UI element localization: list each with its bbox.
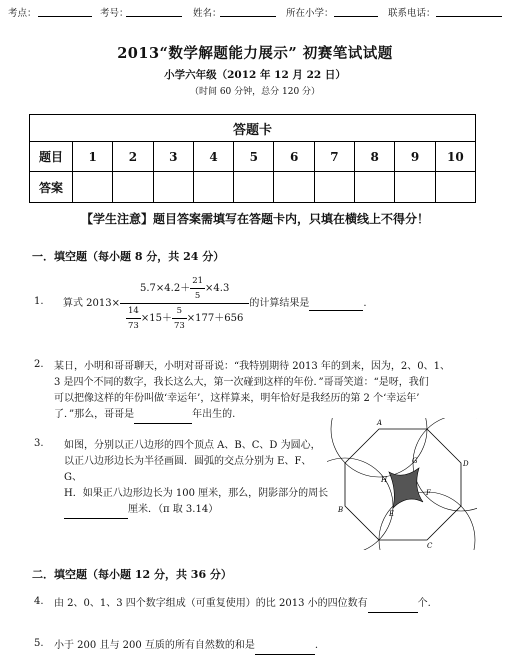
answer-cell[interactable] bbox=[395, 172, 435, 203]
exam-site-label: 考点： bbox=[8, 8, 37, 19]
q1-main-fraction bbox=[120, 274, 249, 333]
answer-card-title: 答题卡 bbox=[30, 115, 476, 142]
q4-body: 由 2、0、1、3 四个数字组成（可重复使用）的比 2013 小的四位数有 bbox=[54, 598, 368, 609]
question-number: 9 bbox=[395, 142, 435, 172]
label-a: A bbox=[377, 419, 383, 427]
q5-text bbox=[54, 638, 494, 655]
label-d: D bbox=[463, 460, 469, 468]
q1-answer-blank[interactable] bbox=[309, 296, 363, 311]
answer-cell[interactable] bbox=[274, 172, 314, 203]
label-c: C bbox=[427, 542, 433, 550]
q1-numerator-part: ×4.3 bbox=[205, 283, 230, 294]
label-e: E bbox=[389, 510, 395, 518]
label-g: G bbox=[412, 457, 418, 465]
q1-f3-den: 73 bbox=[173, 321, 185, 331]
q1-numerator-part: 5.7×4.2＋ bbox=[140, 283, 191, 294]
answer-cell[interactable] bbox=[234, 172, 274, 203]
exam-no-label: 考号： bbox=[100, 8, 129, 19]
q2-line4-post: 年出生的. bbox=[192, 409, 236, 420]
answer-cell[interactable] bbox=[193, 172, 233, 203]
q1-f1-num: 21 bbox=[190, 274, 205, 289]
question-number: 4 bbox=[193, 142, 233, 172]
q2-line4-pre: 了．”那么，哥哥是 bbox=[54, 409, 135, 420]
school-field[interactable] bbox=[334, 16, 378, 17]
q5-number: 5. bbox=[34, 638, 44, 649]
q2-line: 可以把像这样的年份叫做‘幸运年’，这样算来，明年恰好是我经历的第 2 个‘幸运年’ bbox=[54, 393, 420, 404]
q4-answer-blank[interactable] bbox=[368, 596, 418, 613]
answer-cell[interactable] bbox=[113, 172, 153, 203]
q1-fraction-21-5 bbox=[190, 274, 205, 303]
name-label: 姓名： bbox=[193, 8, 222, 19]
q1-fraction-5-73 bbox=[172, 304, 187, 333]
question-number-row bbox=[30, 142, 476, 172]
question-number: 7 bbox=[314, 142, 354, 172]
q3-answer-blank[interactable] bbox=[64, 502, 128, 519]
circle-b bbox=[327, 458, 393, 550]
exam-no-field[interactable] bbox=[126, 16, 182, 17]
question-number: 10 bbox=[435, 142, 475, 172]
q4-end: 个. bbox=[417, 598, 431, 609]
q3-line bbox=[64, 502, 329, 519]
q5-end: . bbox=[314, 640, 319, 651]
q1-fraction-14-73 bbox=[126, 304, 141, 333]
q4-number: 4. bbox=[34, 596, 44, 607]
candidate-info-header bbox=[8, 5, 502, 19]
answer-cell[interactable] bbox=[73, 172, 113, 203]
phone-field[interactable] bbox=[436, 16, 502, 17]
name-field[interactable] bbox=[220, 16, 276, 17]
phone-label: 联系电话： bbox=[388, 8, 436, 19]
question-number: 6 bbox=[274, 142, 314, 172]
q2-number: 2. bbox=[34, 359, 44, 370]
answer-cell[interactable] bbox=[314, 172, 354, 203]
q1-prefix: 算式 2013× bbox=[63, 297, 121, 309]
q1-number: 1. bbox=[34, 296, 44, 307]
q3-line: 以正八边形边长为半径画圆．圆弧的交点分别为 E、F、G、 bbox=[64, 456, 312, 483]
question-number: 5 bbox=[234, 142, 274, 172]
answer-cell[interactable] bbox=[153, 172, 193, 203]
q5-body: 小于 200 且与 200 互质的所有自然数的和是 bbox=[54, 640, 255, 651]
q5-answer-blank[interactable] bbox=[255, 638, 315, 655]
question-number: 3 bbox=[153, 142, 193, 172]
q1-f3-num: 5 bbox=[172, 304, 187, 319]
q3-line: 如图，分别以正八边形的四个顶点 A、B、C、D 为圆心， bbox=[64, 440, 321, 451]
q1-suffix: 的计算结果是 bbox=[249, 297, 310, 309]
question-number: 8 bbox=[355, 142, 395, 172]
q1-f1-den: 5 bbox=[194, 291, 201, 301]
q1-denominator-part: ×177＋656 bbox=[186, 313, 244, 324]
q3-line: H．如果正八边形边长为 100 厘米，那么，阴影部分的周长 bbox=[64, 488, 329, 499]
student-notice: 【学生注意】题目答案需填写在答题卡内，只填在横线上不得分！ bbox=[80, 212, 429, 226]
label-b: B bbox=[338, 506, 344, 514]
q1-f2-den: 73 bbox=[128, 321, 139, 331]
label-f: F bbox=[426, 489, 431, 497]
answer-row-label: 答案 bbox=[30, 172, 73, 203]
school-label: 所在小学： bbox=[286, 8, 334, 19]
q3-number: 3. bbox=[34, 438, 44, 449]
q1-text bbox=[63, 274, 367, 333]
answer-cell[interactable] bbox=[435, 172, 475, 203]
q4-text bbox=[54, 596, 494, 613]
q2-line: 3 是四个不同的数字，我长这么大，第一次碰到这样的年份．”哥哥笑道：“是呀，我们 bbox=[54, 377, 429, 388]
q1-f2-num: 14 bbox=[126, 304, 141, 319]
q3-text bbox=[64, 438, 329, 519]
exam-site-field[interactable] bbox=[38, 16, 92, 17]
question-number: 2 bbox=[113, 142, 153, 172]
shaded-region bbox=[389, 468, 423, 508]
exam-title: 2013“数学解题能力展示” 初赛笔试试题 bbox=[117, 45, 393, 62]
answer-card-table bbox=[29, 114, 476, 203]
q2-text bbox=[54, 359, 494, 424]
label-h: H bbox=[381, 476, 388, 484]
q2-line: 某日，小明和哥哥聊天，小明对哥哥说：“我特别期待 2013 年的到来，因为，2、0、1、 bbox=[54, 361, 451, 372]
question-row-label: 题目 bbox=[30, 142, 73, 172]
q1-end: . bbox=[363, 297, 367, 309]
time-note: （时间 60 分钟，总分 120 分） bbox=[189, 87, 321, 97]
q1-denominator-part: ×15＋ bbox=[140, 313, 172, 324]
answer-cell[interactable] bbox=[355, 172, 395, 203]
q3-line4-post: 厘米．（π 取 3.14） bbox=[128, 504, 219, 515]
question-number: 1 bbox=[73, 142, 113, 172]
section-1-heading: 一．填空题（每小题 8 分，共 24 分） bbox=[32, 250, 225, 263]
q2-answer-blank[interactable] bbox=[134, 407, 192, 424]
exam-subtitle: 小学六年级（2012 年 12 月 22 日） bbox=[164, 69, 346, 81]
section-2-heading: 二．填空题（每小题 12 分，共 36 分） bbox=[32, 568, 232, 581]
octagon-figure bbox=[327, 418, 477, 550]
answer-row bbox=[30, 172, 476, 203]
